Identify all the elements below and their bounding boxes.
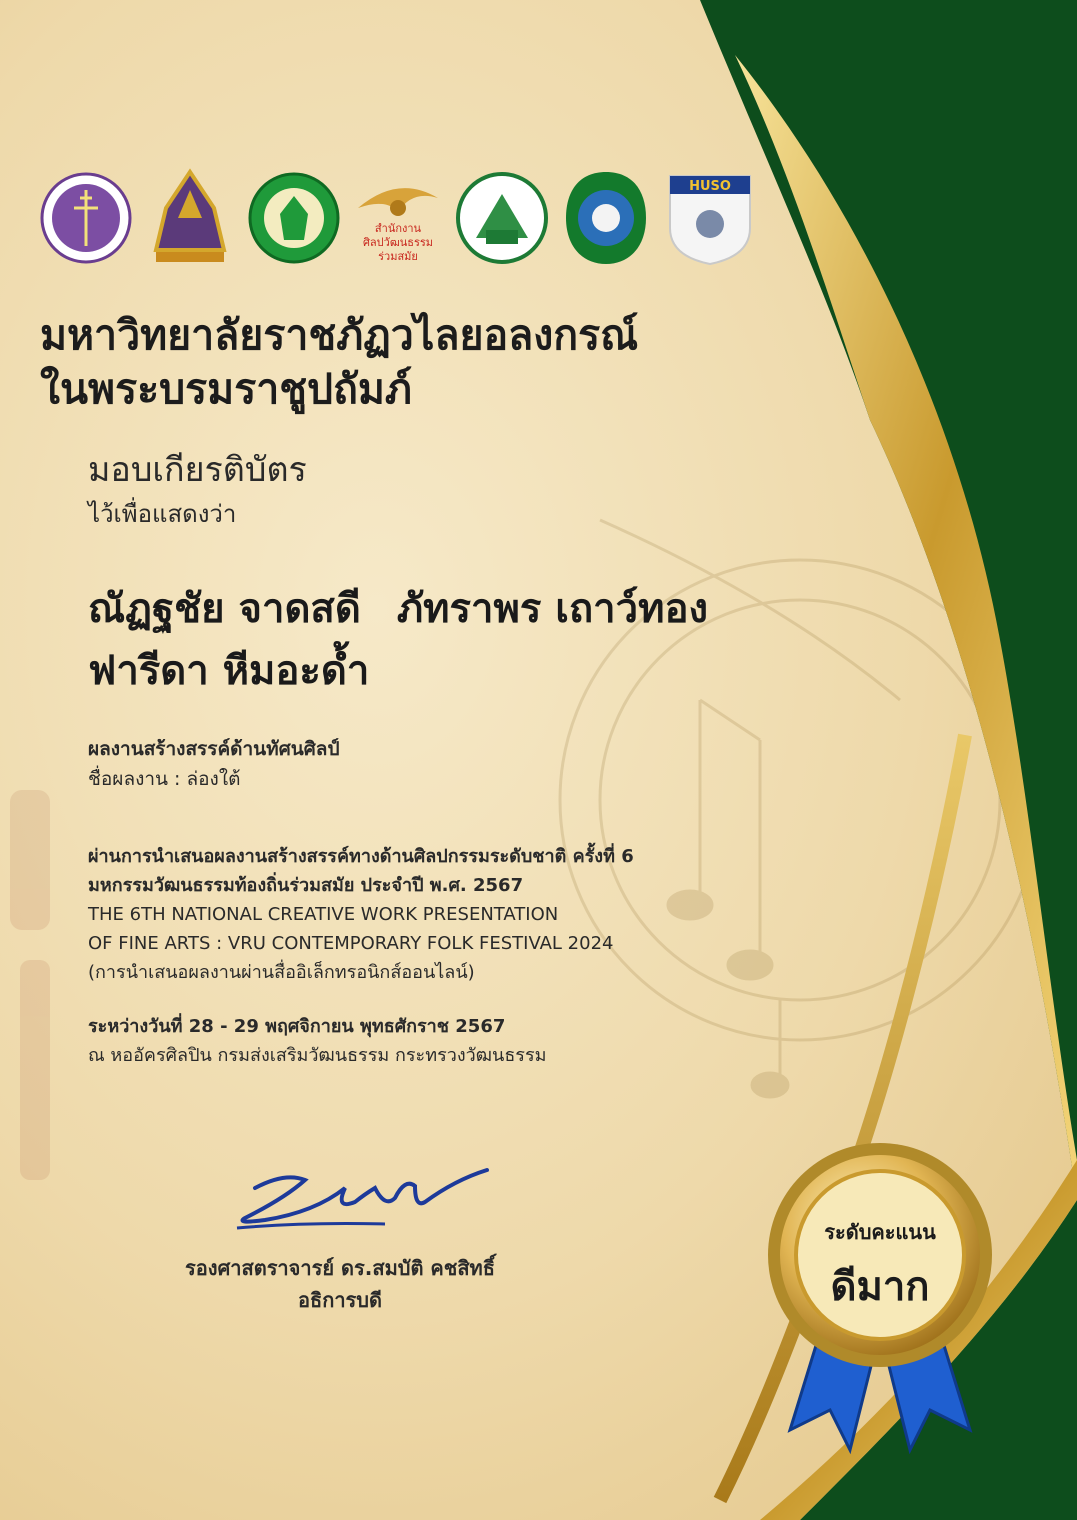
award-title: มอบเกียรติบัตร [88, 450, 307, 490]
signature-icon [225, 1158, 495, 1238]
logos-row [40, 160, 800, 275]
work-name: ชื่อผลงาน : ล่องใต้ [88, 768, 241, 790]
event-description [88, 842, 634, 987]
event-line: ผ่านการนำเสนอผลงานสร้างสรรค์ทางด้านศิลปกรรมระดับชาติ ครั้งที่ 6 [88, 846, 634, 867]
green-badge-icon [560, 168, 652, 268]
logo-2 [144, 160, 236, 275]
arts-office-icon [352, 168, 444, 268]
signer-position: อธิการบดี [298, 1288, 382, 1312]
logo-6 [560, 160, 652, 275]
logo-7 [664, 160, 756, 275]
seal-label: ระดับคะแนน [824, 1220, 936, 1244]
svg-text:ร่วมสมัย: ร่วมสมัย [378, 249, 418, 263]
royal-crest-icon [144, 168, 236, 268]
event-line-english: THE 6TH NATIONAL CREATIVE WORK PRESENTATION [88, 904, 559, 925]
logo-4 [352, 160, 444, 275]
university-name [40, 308, 638, 416]
date-line: ระหว่างวันที่ 28 - 29 พฤศจิกายน พุทธศักราช 2567 [88, 1016, 506, 1037]
logo-3 [248, 160, 340, 275]
ministry-seal-icon [456, 168, 548, 268]
work-category: ผลงานสร้างสรรค์ด้านทัศนศิลป์ [88, 738, 340, 760]
seal-grade: ดีมาก [830, 1264, 930, 1310]
green-seal-icon [248, 168, 340, 268]
recipient-name: ณัฏฐชัย จาดสดี [88, 586, 361, 632]
logo-1 [40, 160, 132, 275]
university-emblem-icon [40, 168, 132, 268]
recipient-names [88, 578, 744, 702]
event-dates [88, 1012, 547, 1070]
award-subtitle: ไว้เพื่อแสดงว่า [88, 500, 237, 528]
svg-text:HUSO: HUSO [689, 178, 731, 194]
svg-text:สำนักงาน: สำนักงาน [374, 221, 422, 235]
event-line: มหกรรมวัฒนธรรมท้องถิ่นร่วมสมัย ประจำปี พ.ศ. 2567 [88, 875, 524, 896]
event-line-note: (การนำเสนอผลงานผ่านสื่ออิเล็กทรอนิกส์ออนไลน์) [88, 962, 475, 983]
logo-5 [456, 160, 548, 275]
university-name-line2: ในพระบรมราชูปถัมภ์ [40, 365, 412, 413]
recipient-name: ฟารีดา หีมอะด้ำ [88, 648, 370, 694]
signer-block [110, 1252, 570, 1316]
event-line-english: OF FINE ARTS : VRU CONTEMPORARY FOLK FESTIVAL 2024 [88, 933, 614, 954]
huso-shield-icon [664, 168, 756, 268]
venue-line: ณ หออัครศิลปิน กรมส่งเสริมวัฒนธรรม กระทรวงวัฒนธรรม [88, 1045, 547, 1066]
recipient-name: ภัทราพร เถาว์ทอง [396, 586, 709, 632]
university-name-line1: มหาวิทยาลัยราชภัฏวไลยอลงกรณ์ [40, 311, 639, 359]
svg-text:ศิลปวัฒนธรรม: ศิลปวัฒนธรรม [362, 235, 434, 249]
signer-name: รองศาสตราจารย์ ดร.สมบัติ คชสิทธิ์ [185, 1256, 495, 1280]
